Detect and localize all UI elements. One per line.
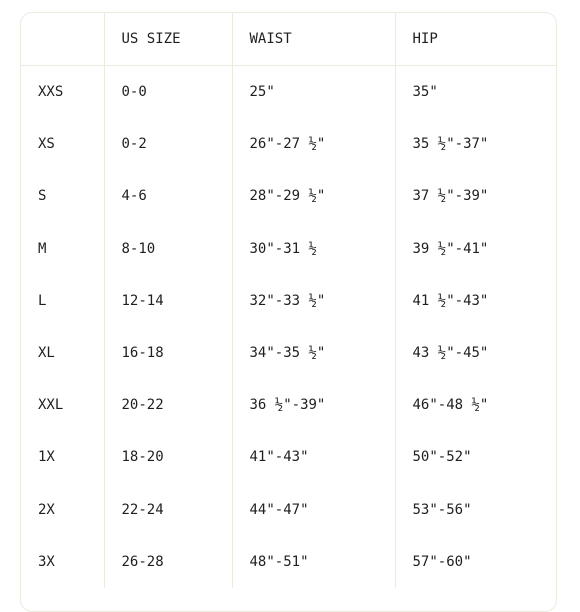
table-row: [21, 327, 557, 379]
waist-cell: 28"-29 ½": [232, 170, 395, 222]
table-row: [21, 170, 557, 222]
hip-cell: 35": [412, 84, 438, 101]
waist-cell: 34"-35 ½": [232, 327, 395, 379]
table-row: [21, 223, 557, 275]
size-cell: XXS: [21, 66, 104, 119]
hip-cell: 35 ½"-37": [412, 136, 489, 153]
size-cell: 2X: [21, 484, 104, 536]
hip-cell: 37 ½"-39": [412, 188, 489, 205]
table-row: [21, 379, 557, 431]
column-header-us-size: US SIZE: [104, 13, 232, 66]
table-row: [21, 431, 557, 483]
waist-cell: 41"-43": [232, 431, 395, 483]
us-size-cell: 18-20: [104, 431, 232, 483]
hip-cell: 53"-56": [412, 501, 472, 518]
size-cell: XXL: [21, 379, 104, 431]
waist-cell: 25": [232, 66, 395, 119]
size-chart-table: [21, 13, 557, 588]
hip-cell: 39 ½"-41": [412, 240, 489, 257]
table-row: [21, 536, 557, 588]
us-size-cell: 20-22: [104, 379, 232, 431]
table-row: [21, 275, 557, 327]
size-cell: M: [21, 223, 104, 275]
hip-cell: 46"-48 ½": [412, 397, 489, 414]
hip-cell: 43 ½"-45": [412, 345, 489, 362]
waist-cell: 32"-33 ½": [232, 275, 395, 327]
table-row: [21, 118, 557, 170]
waist-cell: 30"-31 ½: [232, 223, 395, 275]
waist-cell: 26"-27 ½": [232, 118, 395, 170]
column-header-hip: HIP: [395, 13, 557, 66]
size-cell: S: [21, 170, 104, 222]
column-header-waist: WAIST: [232, 13, 395, 66]
us-size-cell: 22-24: [104, 484, 232, 536]
us-size-cell: 0-0: [104, 66, 232, 119]
hip-cell: 50"-52": [412, 449, 472, 466]
column-header-size: [21, 13, 104, 66]
us-size-cell: 0-2: [104, 118, 232, 170]
size-cell: 1X: [21, 431, 104, 483]
size-chart: [20, 12, 557, 612]
size-cell: XS: [21, 118, 104, 170]
waist-cell: 36 ½"-39": [232, 379, 395, 431]
table-header-row: [21, 13, 557, 66]
size-cell: L: [21, 275, 104, 327]
us-size-cell: 8-10: [104, 223, 232, 275]
waist-cell: 44"-47": [232, 484, 395, 536]
hip-cell: 57"-60": [412, 553, 472, 570]
size-cell: 3X: [21, 536, 104, 588]
us-size-cell: 4-6: [104, 170, 232, 222]
us-size-cell: 12-14: [104, 275, 232, 327]
table-row: [21, 66, 557, 119]
us-size-cell: 26-28: [104, 536, 232, 588]
waist-cell: 48"-51": [232, 536, 395, 588]
us-size-cell: 16-18: [104, 327, 232, 379]
size-cell: XL: [21, 327, 104, 379]
table-row: [21, 484, 557, 536]
hip-cell: 41 ½"-43": [412, 292, 489, 309]
